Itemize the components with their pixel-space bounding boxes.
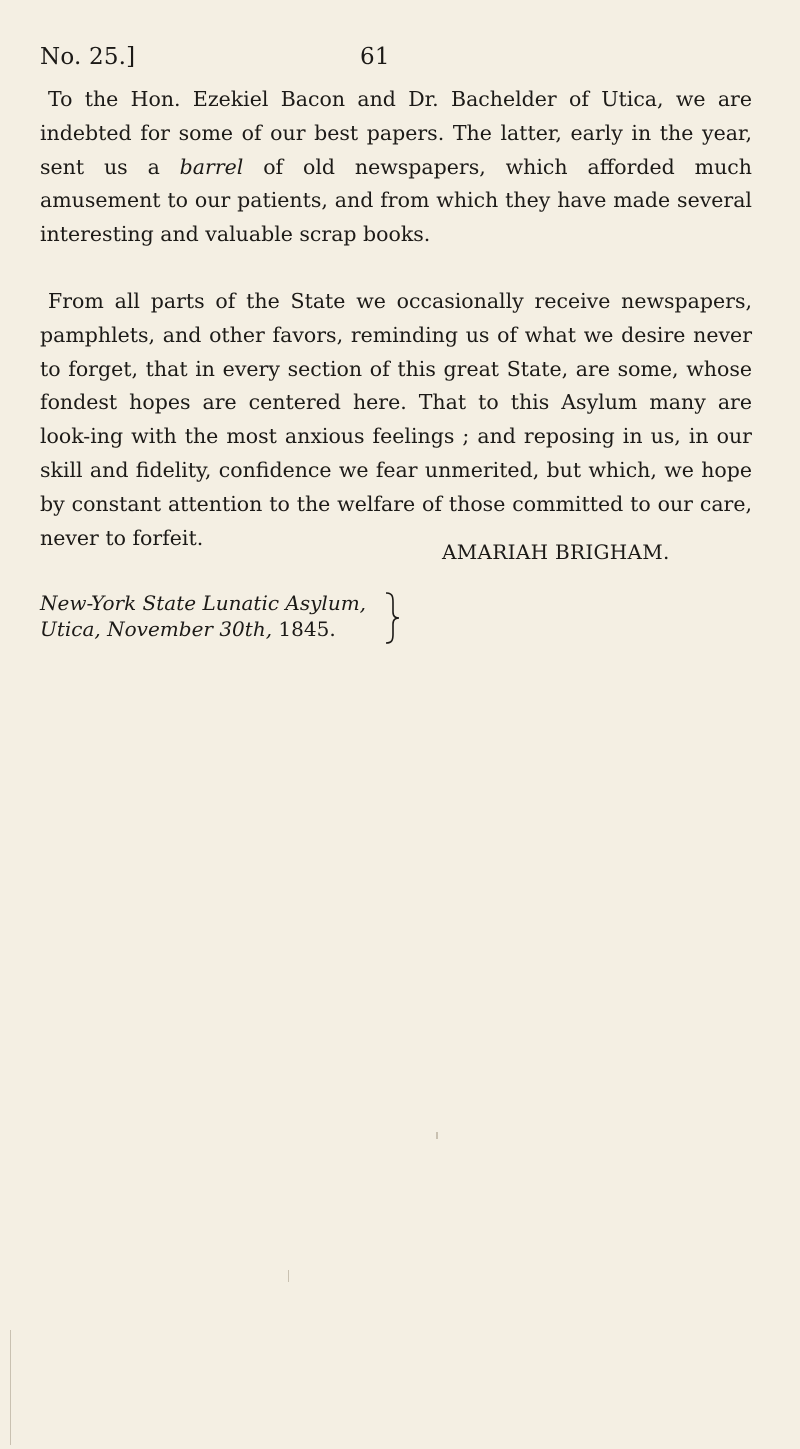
- date-year: 1845.: [272, 617, 336, 641]
- signature: AMARIAH BRIGHAM.: [442, 540, 670, 564]
- paragraph-text: To the Hon. Ezekiel Bacon and Dr. Bachelder of Utica, we are indebted for some of our best papers. The latter, early in the year, sent us a: [40, 87, 752, 179]
- place-line: New-York State Lunatic Asylum,: [40, 591, 367, 615]
- curly-brace-icon: [380, 590, 404, 646]
- document-number: No. 25.]: [40, 44, 136, 70]
- page-number: 61: [360, 44, 390, 70]
- paragraph-newspapers: From all parts of the State we occasionally receive newspapers, pamphlets, and other favors, reminding us of what we desire never to forget, that in every section of this great State, are some, whose fondest hopes are centered here. That to this Asylum many are look-ing with the most anxious feelings ; and reposing in us, in our skill and fidelity, confidence we fear unmerited, but which, we hope by constant attention to the welfare of those committed to our care, never to forfeit.: [40, 289, 752, 550]
- paragraph-text: of old newspapers, which afforded much amusement to our patients, and from which they have made several interesting and valuable scrap books.: [40, 154, 752, 247]
- italic-word: barrel: [179, 154, 244, 179]
- paper-speck: [436, 1132, 438, 1139]
- date-line: [40, 616, 366, 642]
- place-and-date: [40, 590, 366, 642]
- page-header: [40, 44, 740, 74]
- paper-speck: [288, 1270, 289, 1282]
- paper-edge-line: [10, 1330, 11, 1445]
- paragraph-acknowledgement: [40, 83, 752, 252]
- date-italic: Utica, November 30th,: [40, 617, 273, 641]
